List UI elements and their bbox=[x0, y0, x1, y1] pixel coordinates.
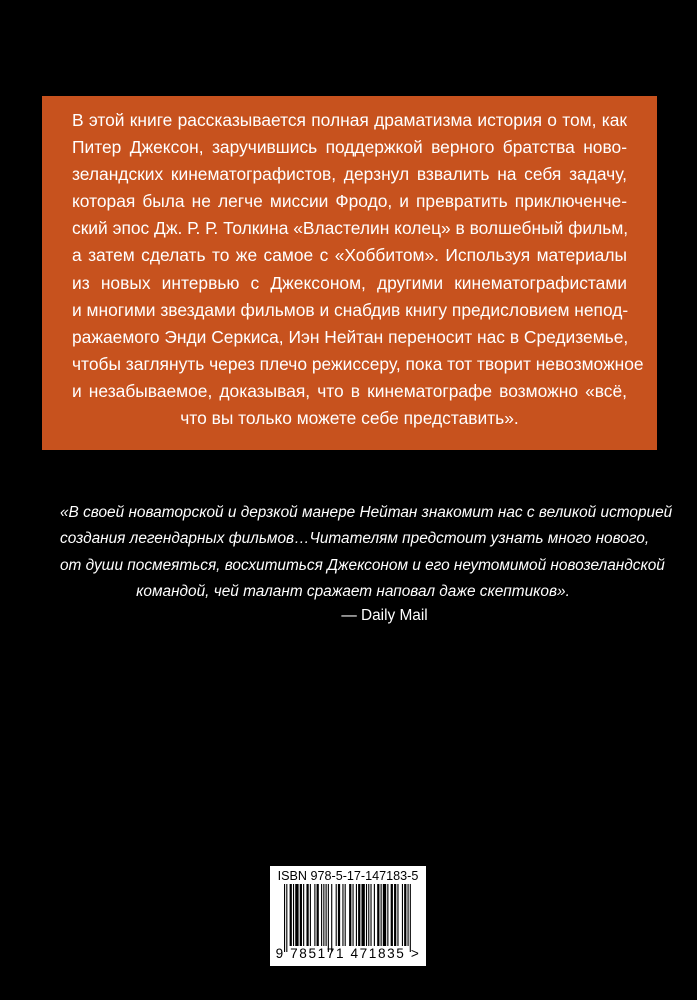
blurb-line: а затем сделать то же самое с «Хоббитом». Используя материалы bbox=[72, 245, 627, 266]
blurb-line: и незабываемое, доказывая, что в кинематографе возможно «всё, bbox=[72, 380, 627, 401]
blurb-line: зеландских кинематографистов, дерзнул взвалить на себя задачу, bbox=[72, 164, 627, 185]
blurb-line: и многими звездами фильмов и снабдив книгу предисловием непод- bbox=[72, 299, 629, 320]
barcode-bar bbox=[402, 884, 403, 946]
barcode-bar bbox=[342, 884, 343, 946]
barcode-bar bbox=[387, 884, 388, 946]
barcode-bar bbox=[397, 884, 398, 946]
barcode-bar bbox=[356, 884, 357, 946]
barcode-bar bbox=[370, 884, 371, 946]
isbn-barcode bbox=[270, 866, 426, 966]
barcode-bar bbox=[345, 884, 346, 946]
blurb-line: ражаемого Энди Серкиса, Иэн Нейтан переносит нас в Средиземье, bbox=[72, 326, 629, 347]
blurb-box bbox=[42, 96, 657, 450]
quote-line: создания легендарных фильмов…Читателям предстоит узнать много нового, bbox=[60, 530, 650, 548]
blurb-line: чтобы заглянуть через плечо режиссеру, пока тот творит невозможное bbox=[72, 353, 644, 374]
barcode-bar bbox=[317, 884, 319, 946]
barcode-bar bbox=[358, 884, 360, 946]
barcode-bar bbox=[306, 884, 308, 946]
barcode-bar bbox=[336, 884, 337, 946]
barcode-bar bbox=[323, 884, 324, 946]
barcode-bar bbox=[391, 884, 393, 946]
barcode-bar bbox=[310, 884, 311, 946]
barcode-bar bbox=[381, 884, 382, 946]
barcode-bar bbox=[404, 884, 406, 946]
barcode-bar bbox=[321, 884, 322, 946]
isbn-label: ISBN 978-5-17-147183-5 bbox=[277, 869, 419, 883]
barcode-bar bbox=[361, 884, 364, 946]
barcode-bar bbox=[352, 884, 353, 946]
quote-line: от души посмеяться, восхититься Джексоном и его неутомимой новозеландской bbox=[60, 556, 665, 574]
barcode-bar bbox=[331, 884, 332, 952]
barcode-digits: 9 785171 471835 > bbox=[275, 946, 421, 961]
barcode-bar bbox=[377, 884, 379, 946]
barcode-bar bbox=[410, 884, 411, 952]
barcode-bar bbox=[286, 884, 287, 952]
quote-attribution: — Daily Mail bbox=[341, 607, 428, 624]
barcode-bar bbox=[366, 884, 367, 946]
barcode-bar bbox=[368, 884, 369, 946]
barcode-bar bbox=[314, 884, 315, 946]
barcode-bar bbox=[290, 884, 292, 946]
barcode-bar bbox=[295, 884, 298, 946]
blurb-line: В этой книге рассказывается полная драматизма история о том, как bbox=[72, 110, 627, 130]
barcode-bar bbox=[394, 884, 396, 946]
barcode-bar bbox=[374, 884, 375, 946]
barcode-bar bbox=[326, 884, 327, 946]
quote-line: «В своей новаторской и дерзкой манере Нейтан знакомит нас с великой историей bbox=[60, 504, 673, 521]
review-quote bbox=[60, 500, 673, 605]
barcode-bar bbox=[303, 884, 304, 946]
barcode-bar bbox=[328, 884, 329, 952]
barcode-bar bbox=[293, 884, 294, 946]
blurb-line: из новых интервью с Джексоном, другими кинематографистами bbox=[72, 272, 627, 293]
barcode-bar bbox=[349, 884, 351, 946]
barcode-bar bbox=[408, 884, 409, 946]
barcode-bar bbox=[338, 884, 340, 946]
blurb-line: которая была не легче миссии Фродо, и превратить приключенче- bbox=[72, 191, 627, 212]
quote-line-last: командой, чей талант сражает наповал даже скептиков». bbox=[136, 582, 570, 600]
barcode-bar bbox=[284, 884, 285, 952]
barcode-bar bbox=[383, 884, 386, 946]
barcode-bar bbox=[300, 884, 302, 946]
blurb-line: Питер Джексон, заручившись поддержкой верного братства ново- bbox=[72, 137, 627, 158]
blurb-line: ский эпос Дж. Р. Р. Толкина «Властелин колец» в волшебный фильм, bbox=[72, 218, 629, 239]
blurb-line-last: что вы только можете себе представить». bbox=[180, 408, 519, 429]
